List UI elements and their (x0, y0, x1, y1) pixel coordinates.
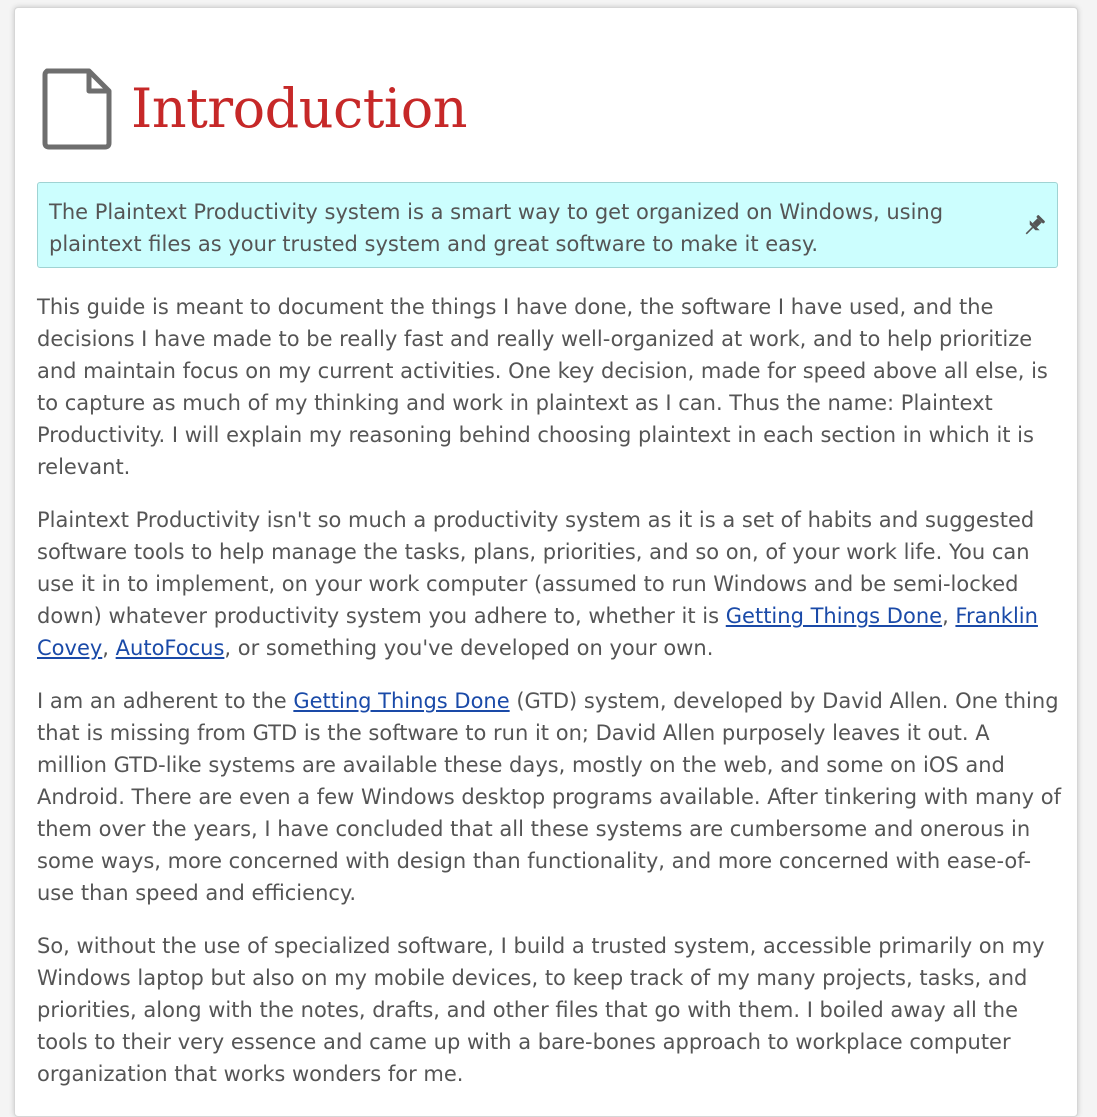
article-body (37, 291, 1065, 1111)
link-getting-things-done-2[interactable]: Getting Things Done (293, 689, 510, 713)
summary-callout (37, 182, 1058, 268)
paragraph-3-text-end: (GTD) system, developed by David Allen. One thing that is missing from GTD is the software to run it on; David Allen purposely leaves it out. A million GTD-like systems are available these days, mostly on the web, and some on iOS and Android. There are even a few Windows desktop programs available. After tinkering with many of them over the years, I have concluded that all these systems are cumbersome and onerous in some ways, more concerned with design than functionality, and more concerned with ease-of-use than speed and efficiency. (37, 689, 1062, 905)
paragraph-2-text-end: , or something you've developed on your own. (224, 636, 714, 660)
link-getting-things-done[interactable]: Getting Things Done (725, 604, 943, 628)
paragraph-1: This guide is meant to document the things I have done, the software I have used, and the decisions I have made to be really fast and really well-organized at work, and to help prioritize and maintain focus on my current activities. One key decision, made for speed above all else, is to capture as much of my thinking and work in plaintext as I can. Thus the name: Plaintext Productivity. I will explain my reasoning behind choosing plaintext in each section in which it is relevant. (37, 295, 1048, 479)
paragraph-3-text-start: I am an adherent to the (37, 689, 294, 713)
separator-1: , (942, 604, 956, 628)
page-card (14, 7, 1078, 1117)
page-header (41, 64, 467, 154)
page-title: Introduction (131, 77, 467, 140)
callout-text: The Plaintext Productivity system is a smart way to get organized on Windows, using plaintext files as your trusted system and great software to make it easy. (49, 200, 944, 256)
link-autofocus[interactable]: AutoFocus (115, 636, 225, 660)
paragraph-2-text-start: Plaintext Productivity isn't so much a productivity system as it is a set of habits and suggested software tools to help manage the tasks, plans, priorities, and so on, of your work life. You can use it in to implement, on your work computer (assumed to run Windows and be semi-locked down) whatever productivity system you adhere to, whether it is (37, 508, 1035, 628)
paragraph-3 (37, 685, 1065, 909)
paragraph-4: So, without the use of specialized software, I build a trusted system, accessible primarily on my Windows laptop but also on my mobile devices, to keep track of my many projects, tasks, and priorities, along with the notes, drafts, and other files that go with them. I boiled away all the tools to their very essence and came up with a bare-bones approach to workplace computer organization that works wonders for me. (37, 934, 1045, 1086)
document-icon (41, 67, 113, 151)
pin-icon[interactable] (1021, 213, 1047, 239)
link-franklin-covey[interactable]: Franklin Covey (37, 604, 1038, 660)
paragraph-2 (37, 504, 1065, 664)
separator-2: , (102, 636, 116, 660)
